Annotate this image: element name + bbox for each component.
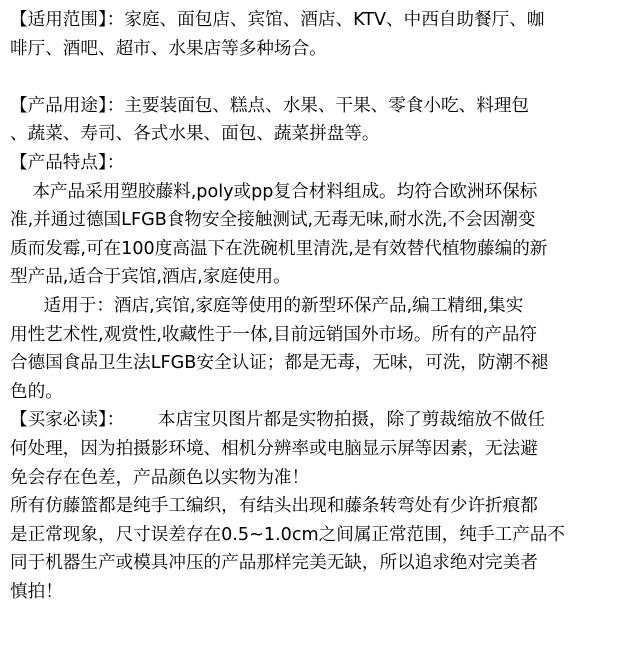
usage-scenes-line-2: 啡厅、酒吧、超市、水果店等多种场合。 <box>10 38 327 59</box>
features-paragraph2-line-3: 合德国食品卫生法LFGB安全认证；都是无毒，无味，可洗，防潮不褪 <box>10 353 549 374</box>
buyer-notice-paragraph1-line-3: 免会存在色差，产品颜色以实物为准！ <box>10 467 310 488</box>
buyer-notice-paragraph2-line-3: 同于机器生产或模具冲压的产品那样完美无缺，所以追求绝对完美者 <box>10 553 538 574</box>
spacer <box>10 63 616 92</box>
features-section <box>10 149 616 406</box>
buyer-notice-paragraph1-line-1: 【买家必读】： 本店宝贝图片都是实物拍摄，除了剪裁缩放不做任 <box>10 410 545 431</box>
usage-scenes-line-1: 【适用范围】：家庭、面包店、宾馆、酒店、KTV、中西自助餐厅、咖 <box>10 10 545 30</box>
features-paragraph1-line-1: 本产品采用塑胶藤料,poly或pp复合材料组成。均符合欧洲环保标 <box>10 181 538 202</box>
features-paragraph2-line-2: 用性艺术性,观赏性,收藏性于一体,目前远销国外市场。所有的产品符 <box>10 324 537 345</box>
features-paragraph2-line-4: 色的。 <box>10 381 63 402</box>
features-paragraph2-line-1: 适用于：酒店,宾馆,家庭等使用的新型环保产品,编工精细,集实 <box>10 295 524 316</box>
buyer-notice-paragraph2-line-2: 是正常现象，尺寸误差存在0.5~1.0cm之间属正常范围，纯手工产品不 <box>10 524 565 545</box>
buyer-notice-paragraph2-line-4: 慎拍！ <box>10 581 63 602</box>
features-paragraph1-line-4: 型产品,适合于宾馆,酒店,家庭使用。 <box>10 267 291 288</box>
buyer-notice-section <box>10 406 616 606</box>
product-use-section <box>10 92 616 149</box>
features-paragraph1-line-3: 质而发霉,可在100度高温下在洗碗机里清洗,是有效替代植物藤编的新 <box>10 238 548 259</box>
product-use-line-1: 【产品用途】：主要装面包、糕点、水果、干果、零食小吃、料理包 <box>10 95 530 116</box>
usage-scenes-section <box>10 6 616 63</box>
buyer-notice-paragraph1-line-2: 何处理，因为拍摄影环境、相机分辨率或电脑显示屏等因素，无法避 <box>10 438 538 459</box>
features-heading: 【产品特点】： <box>10 152 125 173</box>
product-use-line-2: 、蔬菜、寿司、各式水果、面包、蔬菜拼盘等。 <box>10 124 380 145</box>
features-paragraph1-line-2: 准,并通过德国LFGB食物安全接触测试,无毒无味,耐水洗,不会因潮变 <box>10 210 536 231</box>
buyer-notice-paragraph2-line-1: 所有仿藤篮都是纯手工编织，有结头出现和藤条转弯处有少许折痕都 <box>10 496 538 517</box>
product-description <box>10 6 616 606</box>
